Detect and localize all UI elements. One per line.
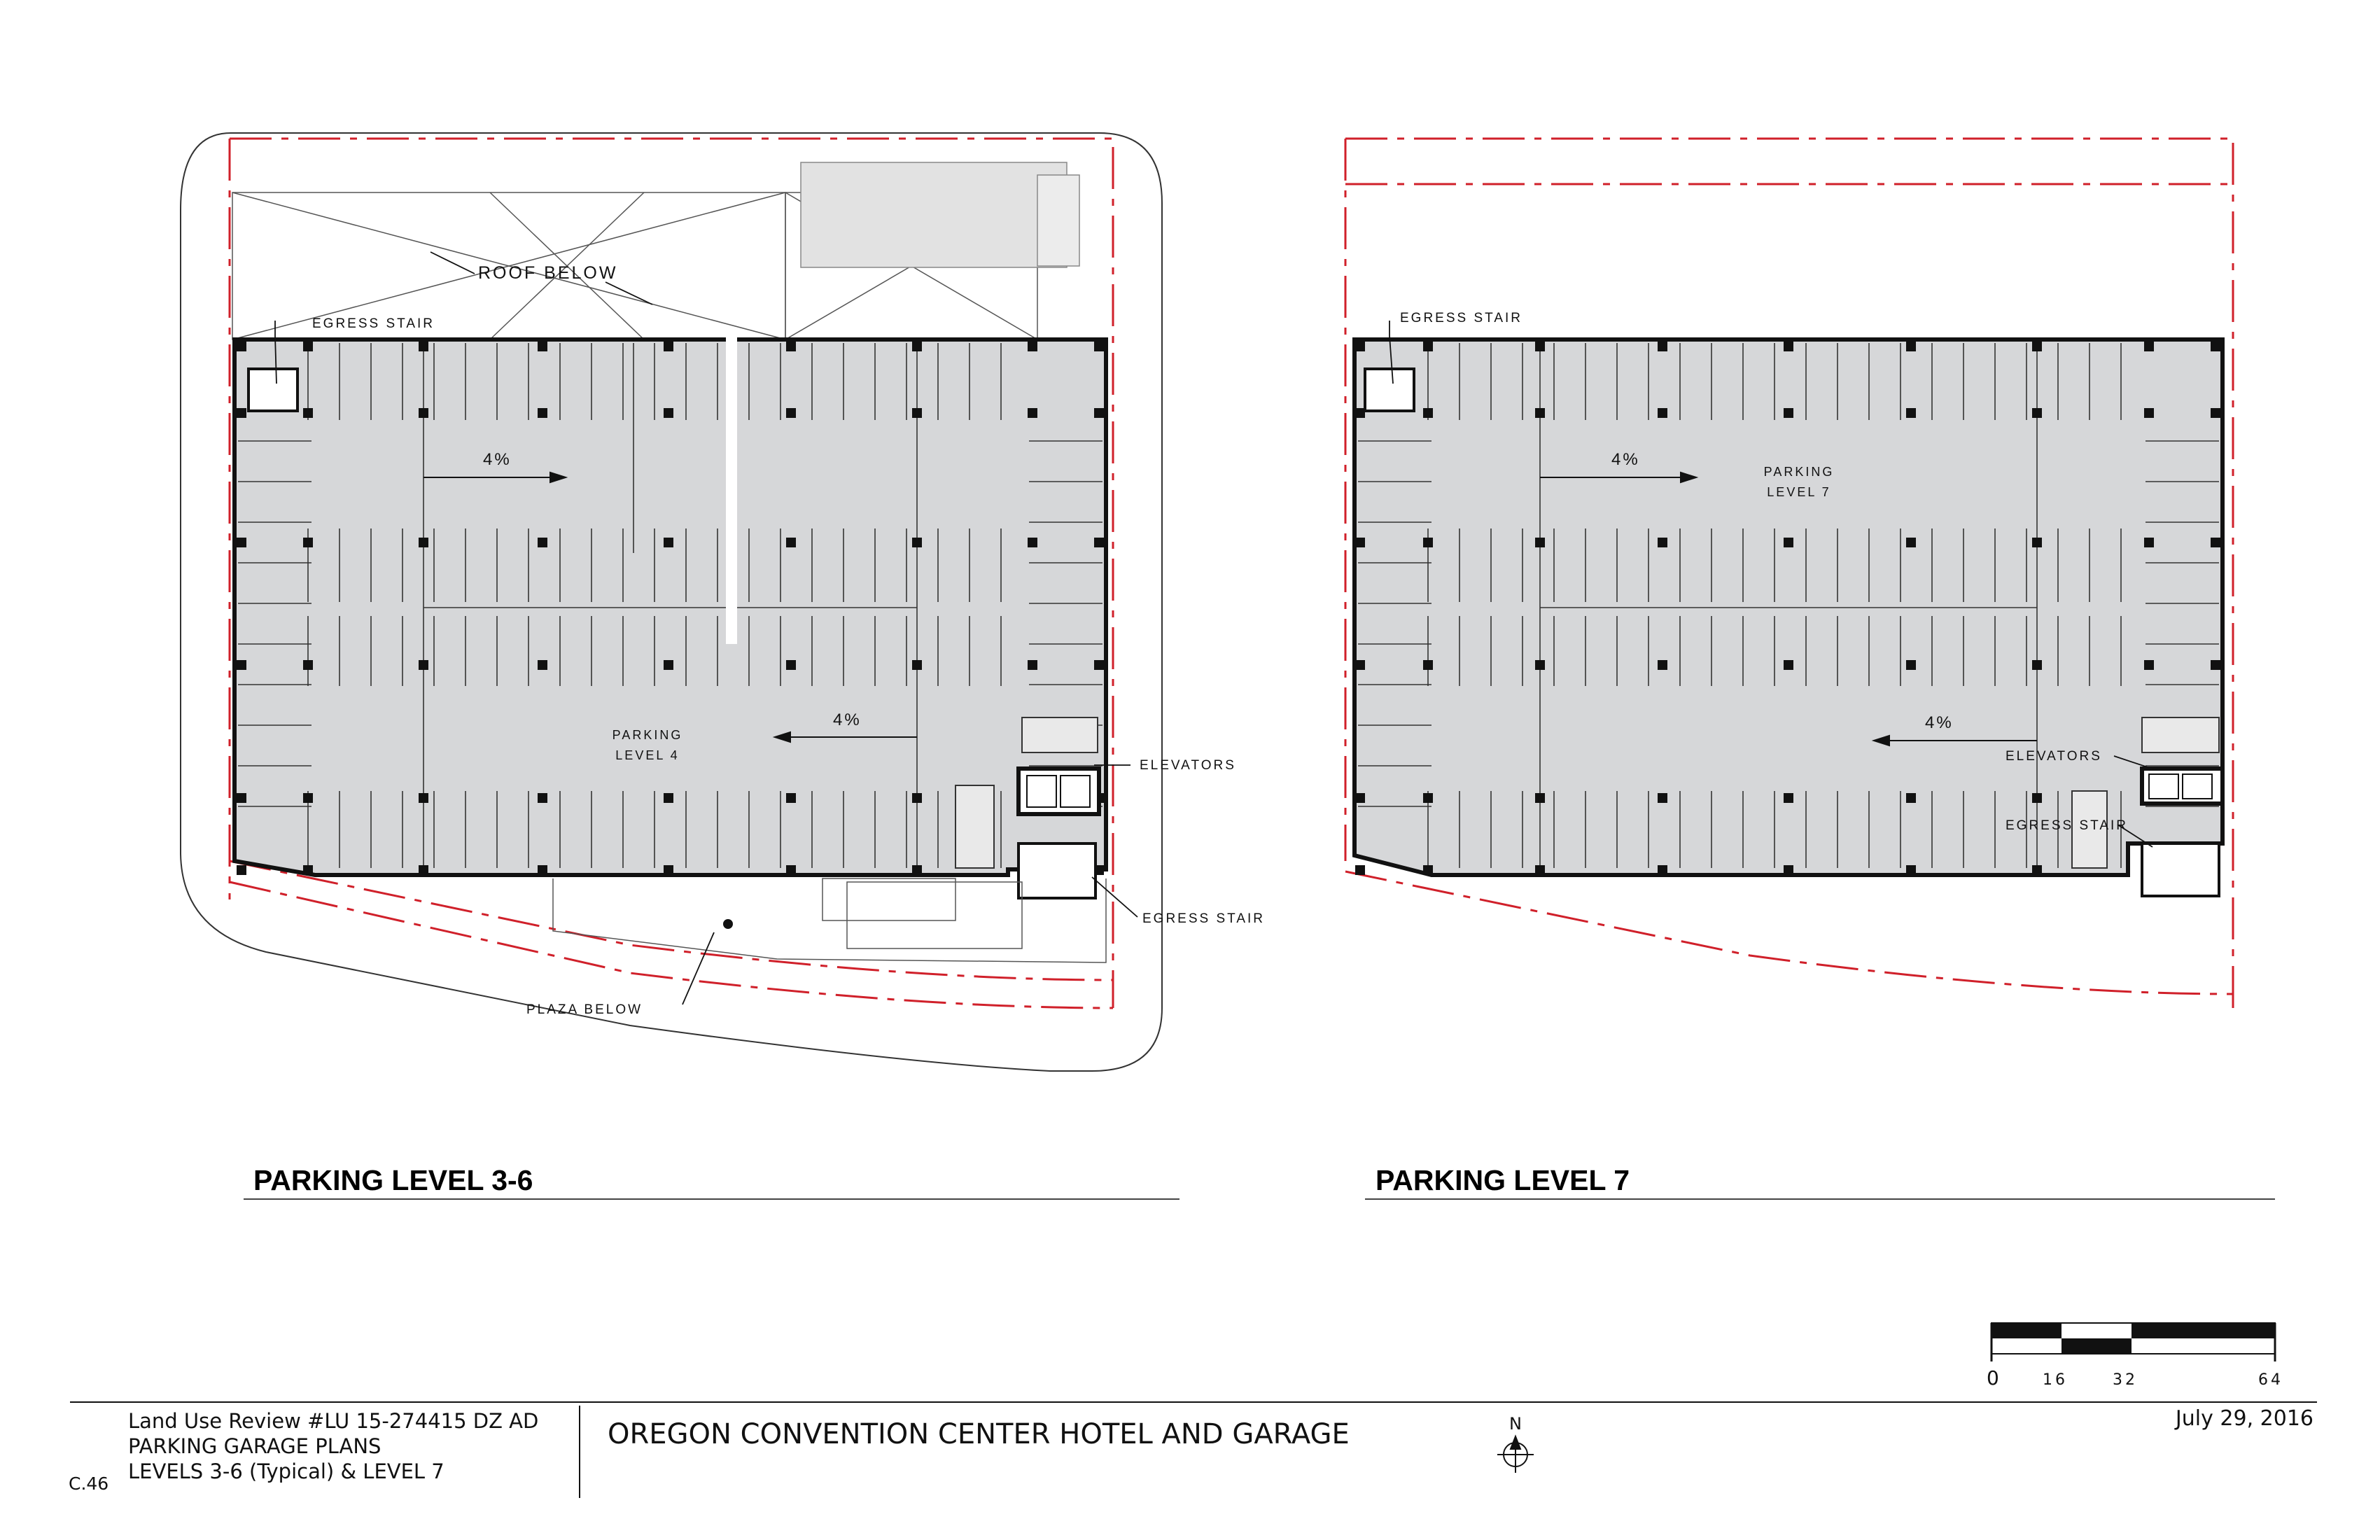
column	[1094, 408, 1104, 418]
column	[2211, 408, 2220, 418]
ramp-landing-level-7	[2142, 718, 2219, 752]
roof-below-area	[232, 162, 1079, 340]
column	[2144, 660, 2154, 670]
column	[912, 342, 922, 351]
project-name: OREGON CONVENTION CENTER HOTEL AND GARAGE	[608, 1418, 1350, 1450]
column	[664, 342, 673, 351]
column	[237, 793, 246, 803]
scale-label-64: 64	[2258, 1371, 2283, 1389]
column	[1535, 793, 1545, 803]
scale-label-16: 16	[2043, 1371, 2068, 1389]
egress-stair-north	[248, 369, 298, 411]
level-label-line2: LEVEL 4	[615, 748, 680, 762]
egress-stair-south-level-7	[2142, 844, 2219, 896]
elevators-label: ELEVATORS	[1140, 758, 1236, 773]
column	[303, 660, 313, 670]
column	[2032, 538, 2042, 547]
sheet-number: C.46	[69, 1474, 109, 1494]
column	[419, 865, 428, 875]
column	[419, 660, 428, 670]
roof-below-label: ROOF BELOW	[478, 263, 618, 283]
column	[1423, 793, 1433, 803]
level-label-line1-level-7: PARKING	[1763, 465, 1835, 479]
ramp-grade-top-level-7: 4%	[1611, 450, 1640, 469]
column	[1094, 660, 1104, 670]
egress-stair-north-label: EGRESS STAIR	[312, 316, 435, 331]
column	[1658, 408, 1667, 418]
column	[538, 660, 547, 670]
column	[786, 408, 796, 418]
column	[1423, 342, 1433, 351]
column	[1355, 538, 1365, 547]
column	[419, 408, 428, 418]
column	[1355, 793, 1365, 803]
scale-label-32: 32	[2113, 1371, 2138, 1389]
plaza-below-label: PLAZA BELOW	[526, 1002, 643, 1017]
column	[303, 865, 313, 875]
ramp-landing	[1022, 718, 1098, 752]
sheet-subtitle: LEVELS 3-6 (Typical) & LEVEL 7	[128, 1460, 444, 1483]
column	[2144, 538, 2154, 547]
column	[303, 538, 313, 547]
column	[664, 660, 673, 670]
column	[2211, 342, 2220, 351]
column	[1784, 538, 1793, 547]
column	[1535, 342, 1545, 351]
column	[419, 342, 428, 351]
column	[1028, 538, 1037, 547]
column	[1658, 793, 1667, 803]
column	[1906, 660, 1916, 670]
column	[1784, 408, 1793, 418]
column	[2032, 408, 2042, 418]
column	[912, 538, 922, 547]
column	[664, 538, 673, 547]
column	[786, 865, 796, 875]
column	[2211, 538, 2220, 547]
column	[2032, 793, 2042, 803]
column	[1355, 865, 1365, 875]
scale-label-0: 0	[1987, 1366, 1999, 1390]
column	[1423, 538, 1433, 547]
column	[1906, 538, 1916, 547]
column	[1658, 865, 1667, 875]
column	[237, 865, 246, 875]
ramp-grade-bottom: 4%	[833, 710, 862, 729]
column	[237, 660, 246, 670]
column	[538, 865, 547, 875]
column	[664, 865, 673, 875]
column	[2144, 342, 2154, 351]
column	[1535, 660, 1545, 670]
column	[237, 408, 246, 418]
column	[1535, 408, 1545, 418]
column	[1784, 865, 1793, 875]
column	[786, 538, 796, 547]
column	[419, 793, 428, 803]
column	[1784, 342, 1793, 351]
egress-stair-north-label-level-7: EGRESS STAIR	[1400, 311, 1523, 326]
column	[786, 342, 796, 351]
stair-vestibule	[955, 785, 994, 868]
column	[2211, 660, 2220, 670]
column	[303, 793, 313, 803]
column	[664, 408, 673, 418]
column	[1784, 793, 1793, 803]
column	[1906, 342, 1916, 351]
column	[664, 793, 673, 803]
column	[2032, 660, 2042, 670]
column	[1355, 660, 1365, 670]
egress-stair-south	[1018, 844, 1096, 898]
column	[1355, 342, 1365, 351]
egress-stair-north-level-7	[1365, 369, 1414, 411]
column	[419, 538, 428, 547]
title-block	[69, 1402, 2317, 1498]
column	[1535, 865, 1545, 875]
column	[1658, 342, 1667, 351]
plan-title-level-7: PARKING LEVEL 7	[1376, 1164, 1630, 1196]
column	[538, 342, 547, 351]
plan-level-3-6	[181, 133, 1265, 1199]
column	[1423, 865, 1433, 875]
column	[1906, 408, 1916, 418]
column	[538, 408, 547, 418]
sheet-title: PARKING GARAGE PLANS	[128, 1434, 382, 1458]
column	[912, 660, 922, 670]
column	[2032, 342, 2042, 351]
level-label-line2-level-7: LEVEL 7	[1767, 485, 1831, 499]
scale-bar	[1987, 1323, 2283, 1390]
north-arrow-icon	[1497, 1436, 1534, 1473]
column	[538, 793, 547, 803]
column	[1423, 660, 1433, 670]
column	[786, 793, 796, 803]
column	[1094, 538, 1104, 547]
column	[1906, 865, 1916, 875]
plan-title-level-3-6: PARKING LEVEL 3-6	[253, 1164, 533, 1196]
column	[1784, 660, 1793, 670]
column	[538, 538, 547, 547]
column	[1028, 660, 1037, 670]
column	[1355, 408, 1365, 418]
column	[1658, 538, 1667, 547]
issue-date: July 29, 2016	[2175, 1406, 2314, 1431]
column	[786, 660, 796, 670]
elevators-label-level-7: ELEVATORS	[2005, 749, 2102, 764]
column	[1535, 538, 1545, 547]
north-label: N	[1509, 1414, 1522, 1434]
column	[1028, 342, 1037, 351]
column	[303, 408, 313, 418]
column	[1423, 408, 1433, 418]
ramp-grade-bottom-level-7: 4%	[1925, 713, 1954, 732]
egress-stair-south-label-level-7: EGRESS STAIR	[2005, 818, 2129, 833]
column	[2144, 408, 2154, 418]
review-number: Land Use Review #LU 15-274415 DZ AD	[128, 1409, 539, 1433]
column	[2032, 865, 2042, 875]
column	[912, 865, 922, 875]
column	[237, 538, 246, 547]
column	[237, 342, 246, 351]
column	[1094, 342, 1104, 351]
plan-level-7	[1345, 139, 2275, 1199]
ramp-grade-top: 4%	[483, 450, 512, 469]
plaza-marker	[723, 919, 733, 929]
column	[1028, 408, 1037, 418]
column	[912, 793, 922, 803]
column	[303, 342, 313, 351]
column	[1658, 660, 1667, 670]
column	[912, 408, 922, 418]
level-label-line1: PARKING	[612, 728, 683, 742]
column	[1906, 793, 1916, 803]
egress-stair-south-label: EGRESS STAIR	[1142, 911, 1266, 926]
